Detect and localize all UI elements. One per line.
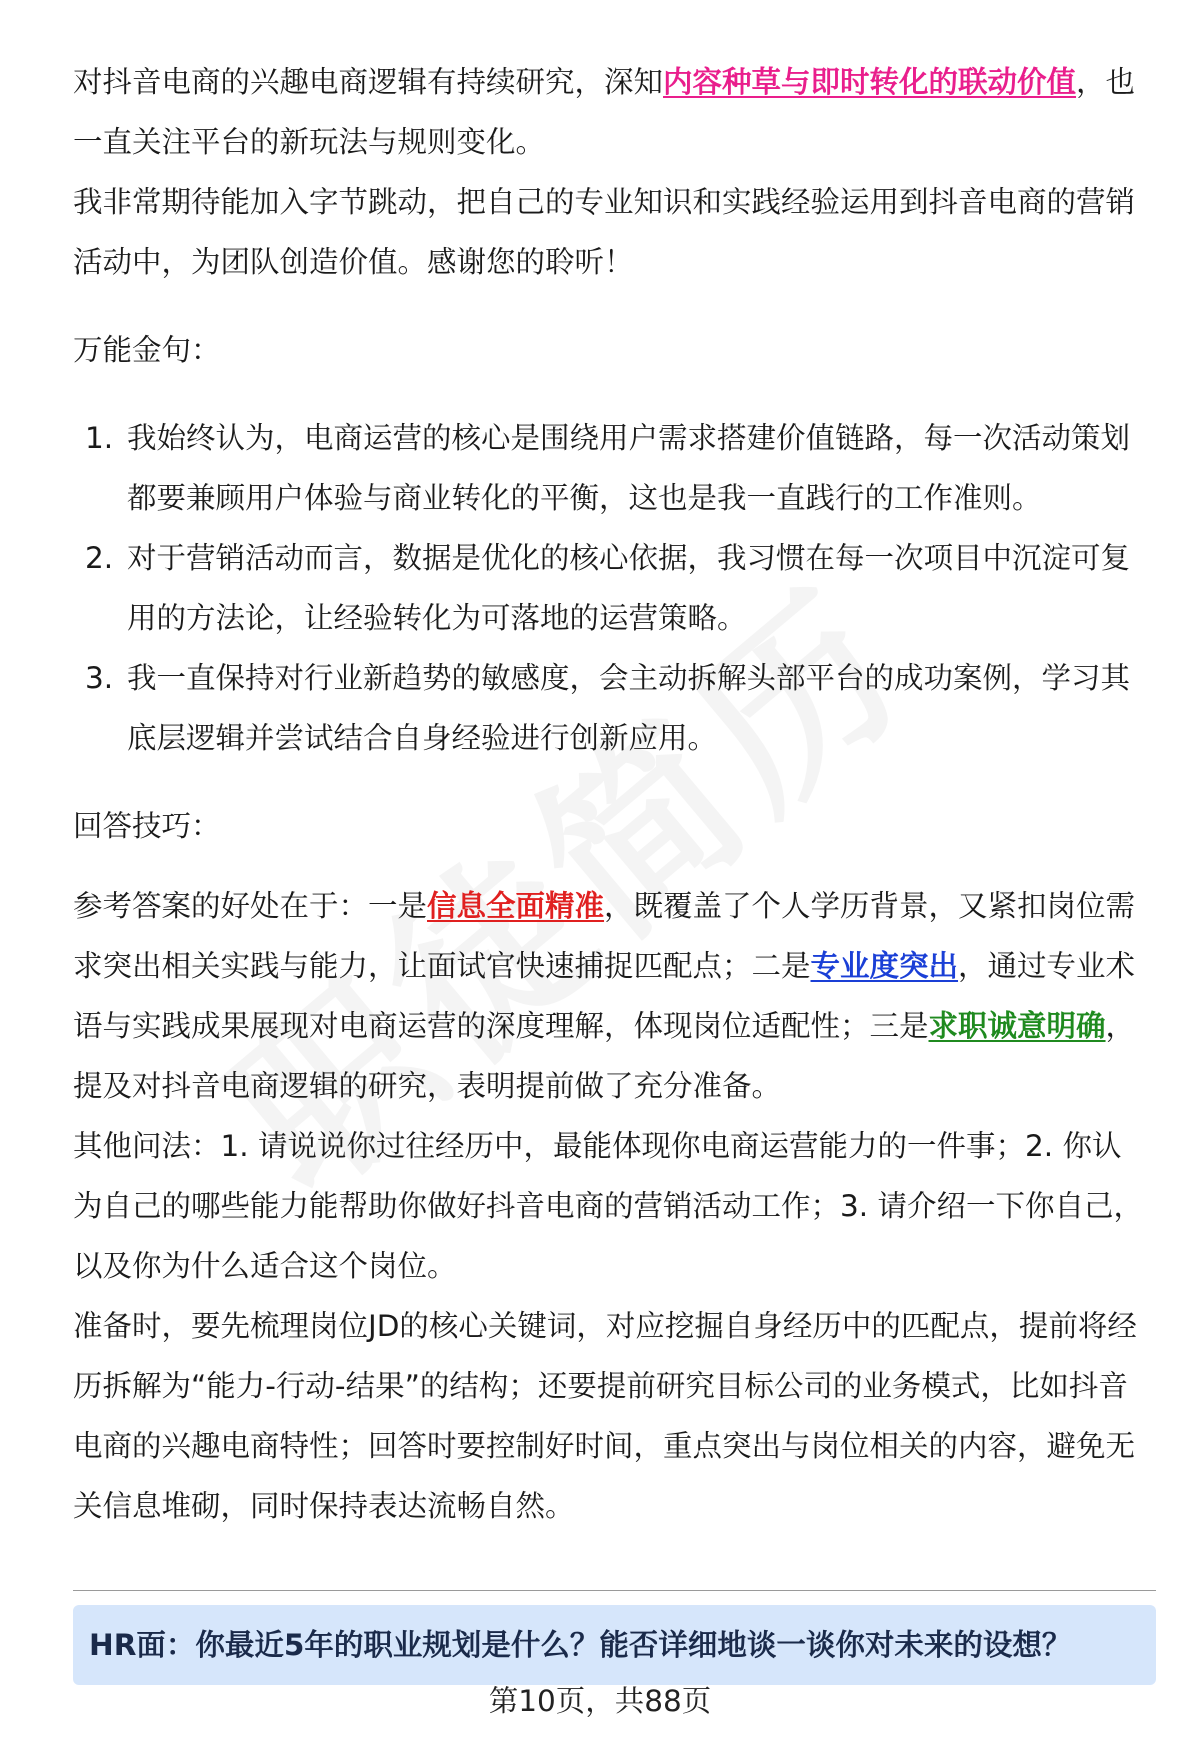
golden-sentences-list	[73, 408, 1145, 768]
preparation-paragraph: 准备时，要先梳理岗位JD的核心关键词，对应挖掘自身经历中的匹配点，提前将经历拆解为“能力-行动-结果”的结构；还要提前研究目标公司的业务模式，比如抖音电商的兴趣电商特性；回答时要控制好时间，重点突出与岗位相关的内容，避免无关信息堆砌，同时保持表达流畅自然。	[73, 1309, 1137, 1523]
tips-text: ，提及对抖音电商逻辑的研究，表明提前做了充分准备。	[73, 1009, 1136, 1103]
golden-sentences-heading: 万能金句：	[73, 333, 221, 367]
other-questions-paragraph: 其他问法：1. 请说说你过往经历中，最能体现你电商运营能力的一件事；2. 你认为自己的哪些能力能帮助你做好抖音电商的营销活动工作；3. 请介绍一下你自己，以及你为什么适合这个岗位。	[73, 1129, 1144, 1283]
page-number: 第10页，共88页	[488, 1684, 712, 1718]
list-item	[73, 648, 1145, 768]
list-item	[73, 408, 1145, 528]
list-item	[73, 528, 1145, 648]
highlight-professional: 专业度突出	[810, 949, 959, 983]
tips-text: ，通过专业术语与实践成果展现对电商运营的深度理解，体现岗位适配性；三是	[73, 949, 1136, 1043]
list-number: 1.	[85, 421, 114, 455]
intro-text: 对抖音电商的兴趣电商逻辑有持续研究，深知	[73, 65, 664, 99]
list-item-text: 对于营销活动而言，数据是优化的核心依据，我习惯在每一次项目中沉淀可复用的方法论，让经验转化为可落地的运营策略。	[127, 541, 1131, 635]
hr-question-banner: HR面：你最近5年的职业规划是什么？能否详细地谈一谈你对未来的设想？	[73, 1605, 1156, 1685]
answer-tips-heading: 回答技巧：	[73, 809, 221, 843]
document-body	[73, 52, 1145, 1536]
list-number: 2.	[85, 541, 114, 575]
intro-paragraph-1	[73, 52, 1145, 172]
list-item-text: 我一直保持对行业新趋势的敏感度，会主动拆解头部平台的成功案例，学习其底层逻辑并尝试结合自身经验进行创新应用。	[127, 661, 1131, 755]
list-item-text: 我始终认为，电商运营的核心是围绕用户需求搭建价值链路，每一次活动策划都要兼顾用户体验与商业转化的平衡，这也是我一直践行的工作准则。	[127, 421, 1131, 515]
tips-text: ，既覆盖了个人学历背景，又紧扣岗位需求突出相关实践与能力，让面试官快速捕捉匹配点；二是	[73, 889, 1136, 983]
intro-paragraph-2: 我非常期待能加入字节跳动，把自己的专业知识和实践经验运用到抖音电商的营销活动中，为团队创造价值。感谢您的聆听！	[73, 185, 1136, 279]
highlight-linkage-value: 内容种草与即时转化的联动价值	[663, 65, 1077, 99]
tips-paragraph	[73, 876, 1145, 1116]
divider	[73, 1590, 1156, 1591]
highlight-info-accurate: 信息全面精准	[427, 889, 605, 923]
tips-text: 参考答案的好处在于：一是	[73, 889, 428, 923]
highlight-sincerity: 求职诚意明确	[928, 1009, 1106, 1043]
list-number: 3.	[85, 661, 114, 695]
intro-text: ，也一直关注平台的新玩法与规则变化。	[73, 65, 1136, 159]
